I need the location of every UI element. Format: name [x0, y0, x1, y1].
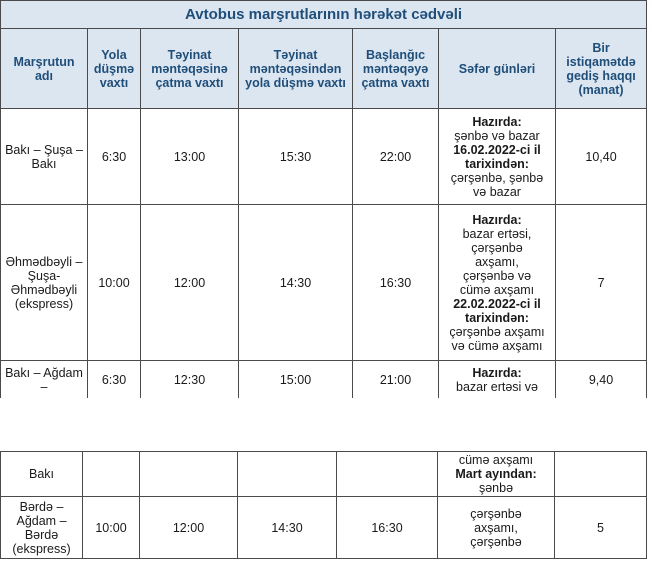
- arrival-destination-time: 12:30: [141, 361, 239, 399]
- trip-days: [438, 497, 555, 559]
- trip-days: [439, 361, 556, 399]
- days-label: Mart ayından:: [455, 467, 537, 481]
- days-label: Hazırda:: [472, 212, 522, 227]
- empty-cell: [337, 452, 438, 497]
- departure-destination-time: 14:30: [238, 497, 337, 559]
- arrival-destination-time: 12:00: [141, 205, 239, 361]
- arrival-start-time: 16:30: [353, 205, 439, 361]
- trip-days: [438, 452, 555, 497]
- days-date: 16.02.2022-ci il: [453, 142, 541, 157]
- header-days: Səfər günləri: [439, 29, 556, 109]
- arrival-destination-time: 13:00: [141, 109, 239, 205]
- header-route: Marşrutun adı: [1, 29, 88, 109]
- days-line: və cümə axşamı: [451, 338, 543, 353]
- fare: 10,40: [556, 109, 647, 205]
- days-line: cümə axşamı: [458, 453, 534, 467]
- arrival-start-time: 21:00: [353, 361, 439, 399]
- header-arrival-destination: Təyinat məntəqəsinə çatma vaxtı: [141, 29, 239, 109]
- days-line: çərşənbə: [470, 506, 522, 521]
- page-break-gap: [0, 398, 652, 451]
- days-label: Hazırda:: [472, 114, 522, 129]
- arrival-start-time: 22:00: [353, 109, 439, 205]
- table-row: [1, 109, 647, 205]
- departure-time: 10:00: [88, 205, 141, 361]
- days-line: axşamı,: [475, 254, 519, 269]
- empty-cell: [140, 452, 238, 497]
- departure-destination-time: 15:30: [239, 109, 353, 205]
- departure-destination-time: 15:00: [239, 361, 353, 399]
- header-fare: Bir istiqamətdə gediş haqqı (manat): [556, 29, 647, 109]
- fare: 5: [555, 497, 647, 559]
- empty-cell: [555, 452, 647, 497]
- days-line: çərşənbə: [471, 240, 523, 255]
- empty-cell: [238, 452, 337, 497]
- header-arrival-start: Başlanğıc məntəqəyə çatma vaxtı: [353, 29, 439, 109]
- days-line: şənbə: [478, 481, 514, 495]
- empty-cell: [83, 452, 140, 497]
- route-name: Əhmədbəyli – Şuşa-Əhmədbəyli (ekspress): [1, 205, 88, 361]
- fare: 9,40: [556, 361, 647, 399]
- departure-time: 10:00: [83, 497, 140, 559]
- table-title: Avtobus marşrutlarının hərəkət cədvəli: [1, 1, 647, 29]
- days-line: bazar ertəsi,: [462, 226, 532, 241]
- days-label: tarixindən:: [465, 310, 529, 325]
- trip-days: [439, 205, 556, 361]
- route-name: Bakı – Şuşa – Bakı: [1, 109, 88, 205]
- days-line: çərşənbə, şənbə: [450, 170, 544, 185]
- table-row: [1, 452, 647, 497]
- header-departure: Yola düşmə vaxtı: [88, 29, 141, 109]
- days-date: 22.02.2022-ci il: [453, 296, 541, 311]
- table-row: [1, 497, 647, 559]
- trip-days: [439, 109, 556, 205]
- schedule-table-continued: [0, 451, 647, 559]
- days-line: axşamı,: [474, 520, 518, 535]
- table-row: [1, 205, 647, 361]
- arrival-destination-time: 12:00: [140, 497, 238, 559]
- route-name: Bərdə – Ağdam – Bərdə (ekspress): [1, 497, 83, 559]
- departure-time: 6:30: [88, 109, 141, 205]
- departure-destination-time: 14:30: [239, 205, 353, 361]
- header-departure-destination: Təyinat məntəqəsindən yola düşmə vaxtı: [239, 29, 353, 109]
- route-name: Bakı – Ağdam –: [1, 361, 88, 399]
- arrival-start-time: 16:30: [337, 497, 438, 559]
- days-line: bazar ertəsi və: [456, 379, 538, 394]
- days-label: Hazırda:: [472, 365, 522, 380]
- days-line: cümə axşamı: [459, 282, 535, 297]
- table-row: [1, 361, 647, 399]
- fare: 7: [556, 205, 647, 361]
- departure-time: 6:30: [88, 361, 141, 399]
- days-line: çərşənbə və: [462, 268, 532, 283]
- days-line: şənbə və bazar: [454, 128, 540, 143]
- days-label: tarixindən:: [465, 156, 529, 171]
- route-name: Bakı: [1, 452, 83, 497]
- days-line: çərşənbə: [470, 534, 522, 549]
- days-line: və bazar: [473, 184, 521, 199]
- days-line: çərşənbə axşamı: [449, 324, 545, 339]
